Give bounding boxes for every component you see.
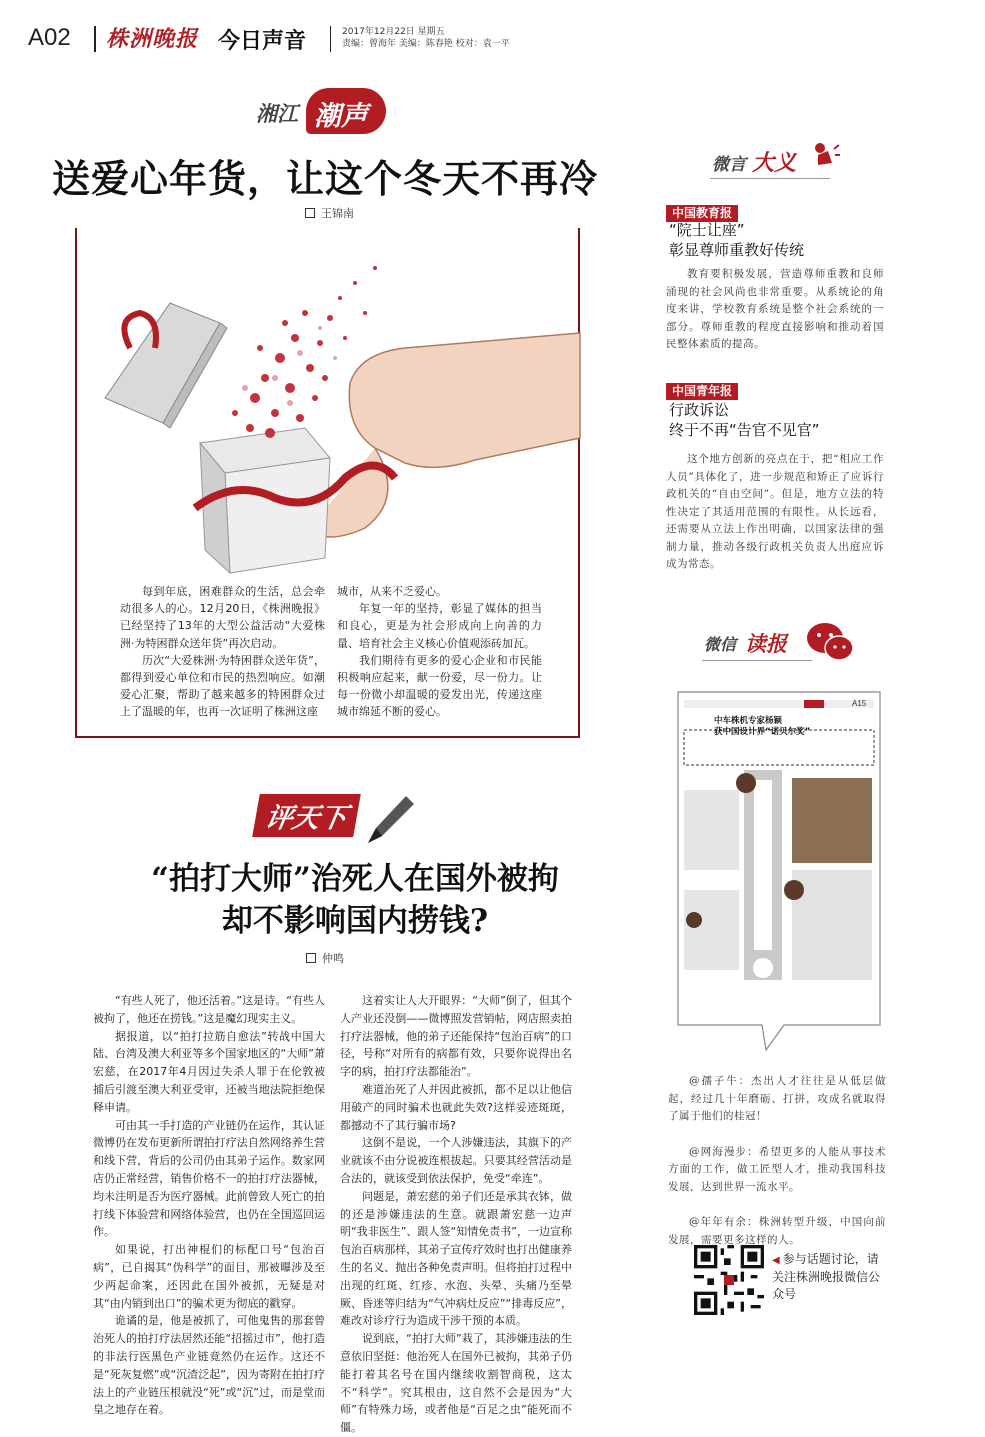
paragraph: 教育要积极发展，营造尊师重教和良师涌现的社会风尚也非常重要。从系统论的角度来讲，学校教育系统是整个社会系统的一部分。尊师重教的程度直接影响和推动着国民整体素质的提高。 [666, 268, 884, 350]
megaphone-icon [810, 141, 840, 175]
pencil-icon [358, 788, 418, 848]
byline-box-icon [305, 208, 315, 218]
column-tag-left: 湘江 [256, 102, 298, 126]
paragraph: 据报道，以“拍打拉筋自愈法”转战中国大陆、台湾及澳大利亚等多个国家地区的“大师”萧宏慈，在2017年4月因过失杀人罪于在伦敦被捕后引渡至澳大利亚受审，还被当地法院拒绝保释申请。 [93, 1029, 325, 1114]
wechat-icon [805, 620, 855, 664]
qr-caption-text: 参与话题讨论，请关注株洲晚报微信公众号 [772, 1252, 881, 1301]
gift-illustration [75, 228, 580, 738]
wechat-page-card [674, 690, 884, 1055]
paragraph: 年复一年的坚持，彰显了媒体的担当和良心，更是为社会形成向上向善的力量、培育社会主义核心价值观添砖加瓦。 [337, 602, 542, 650]
paragraph: 每到年底，困难群众的生活，总会牵动很多人的心。12月20日，《株洲晚报》已经坚持了13年的大型公益活动“大爱株洲·为特困群众送年货”再次启动。 [120, 585, 325, 650]
masthead [28, 22, 963, 60]
gift-box-hearts-image [75, 228, 580, 573]
arrow-left-icon: ◀ [772, 1255, 780, 1266]
headline-line-2: 却不影响国内捞钱? [221, 903, 489, 939]
card-frame [674, 690, 884, 1055]
paragraph: 这倒不是说，一个人涉嫌违法，其旗下的产业就该不由分说被连根拔起。只要其经营活动是合法的，就该受到依法保护，免受“牵连”。 [340, 1136, 572, 1185]
headline-line-1: “拍打大师”治死人在国外被拘 [151, 861, 559, 897]
rail-item2-body [666, 451, 884, 574]
source-badge: 中国青年报 [666, 383, 738, 400]
article2-column-2 [340, 992, 572, 1437]
rail-tag-right: 大义 [752, 151, 797, 176]
reader-comments [668, 1073, 886, 1267]
article2-byline [306, 950, 344, 966]
rail-item2-title [669, 400, 820, 440]
qr-caption [772, 1251, 884, 1303]
title-line-1: “院士让座” [669, 221, 745, 239]
card-headline-line-1: 中车株机专家杨颖 [714, 716, 783, 726]
article2-column-1 [93, 992, 325, 1419]
paragraph: 难道治死了人并因此被抓，都不足以让他信用破产的同时骗术也就此失效?这样妥迹斑斑，都撼动不了其行骗市场? [340, 1082, 572, 1132]
rail-tag-left: 微言 [712, 155, 746, 175]
paragraph: 这着实让人大开眼界：“大师”倒了，但其个人产业还没倒——微博照发营销帖，网店照卖拍打疗法器械，他的弟子还能保持“包治百病”的口径，号称“对所有的病都有效，只要你说得出名字的病，拍打疗法都能治”。 [340, 994, 572, 1079]
byline-box-icon [306, 953, 316, 963]
source-badge: 中国教育报 [666, 205, 738, 222]
rail-item1-body [666, 266, 884, 354]
comment: @孺子牛：杰出人才往往是从低层做起，经过几十年磨砺、打拼，攻成名就取得了属于他们的桂冠！ [668, 1075, 886, 1122]
article1-byline [305, 205, 354, 221]
rail-tag-right: 读报 [745, 632, 787, 656]
date-line: 2017年12月22日 星期五 [342, 27, 445, 37]
card-page-label: A15 [852, 699, 867, 708]
title-line-2: 彰显尊师重教好传统 [669, 241, 805, 259]
paragraph: 城市，从来不乏爱心。 [337, 585, 447, 598]
tag-underline [702, 660, 812, 661]
paragraph: 我们期待有更多的爱心企业和市民能积极响应起来，献一份爱，尽一份力。让每一份微小却温暖的爱发出光，传递这座城市绵延不断的爱心。 [337, 653, 542, 719]
divider [330, 26, 331, 52]
paragraph: 历次“大爱株洲·为特困群众送年货”，都得到爱心单位和市民的热烈响应。如潮爱心汇聚，帮助了越来越多的特困群众过上了温暖的年，也再一次证明了株洲这座 [120, 653, 325, 719]
paragraph: 说到底，“拍打大师”栽了，其涉嫌违法的生意依旧坚挺：他治死人在国外已被拘，其弟子仍能打着其名号在国内继续收割智商税，这太不“科学”。究其根由，这自然不会是因为“大师”有特殊力场，或者他是“百足之虫”能死而不僵。 [340, 1332, 572, 1435]
comment: @年年有余：株洲转型升级，中国向前发展，需要更多这样的人。 [668, 1216, 886, 1246]
divider [94, 26, 96, 52]
card-headline-line-2: 获中国设计界“诺贝尔奖” [714, 727, 811, 737]
column-tag-label: 评天下 [252, 794, 361, 837]
paragraph: 可由其一手打造的产业链仍在运作，其认证微博仍在发布更新所谓拍打疗法自然网络养生营和线下营，背后的公司仍由其弟子运作。数家网店仍正常经营，销售价格不一的拍打疗法器械，均未注明是否为医疗器械。此前曾致人死亡的拍打线下体验营和网络体验营，也仍在全国巡回运作。 [93, 1118, 325, 1239]
qr-code-icon[interactable] [694, 1245, 764, 1315]
page-number: A02 [28, 24, 71, 51]
title-line-1: 行政诉讼 [669, 401, 730, 419]
article1-headline: 送爱心年货，让这个冬天不再冷 [51, 156, 598, 201]
rail-tag-left: 微信 [704, 635, 737, 654]
paragraph: 问题是，萧宏慈的弟子们还是承其衣钵，做的还是涉嫌违法的生意。就跟萧宏慈一边声明“我非医生”、跟人签“知情免责书”，一边宣称包治百病那样，其弟子宣传疗效时也打出健康养生的名义、抛出各种免责声明。但将拍打过程中出现的红斑、红疹、水泡、头晕、头痛乃至晕厥、昏迷等归结为“气冲病灶反应”“排毒反应”，难改对诊疗行为造成干涉干预的本质。 [340, 1189, 572, 1328]
paragraph: 如果说，打出神棍们的标配口号“包治百病”，已自揭其“伪科学”的面目，那被曝涉及至少两起命案，还因此在国外被抓，无疑是对其“由内销到出口”的骗术更为彻底的戳穿。 [93, 1243, 325, 1310]
paragraph: “有些人死了，他还活着。”这是诗。“有些人被拘了，他还在捞钱。”这是魔幻现实主义。 [93, 994, 325, 1025]
comment: @网海漫步：希望更多的人能从事技术方面的工作，做工匠型人才，推动我国科技发展，达到世界一流水平。 [668, 1145, 886, 1193]
byline-author: 王锦南 [321, 207, 354, 220]
paper-name: 株洲晚报 [106, 26, 199, 52]
edition-meta [342, 26, 510, 50]
column-tag-xiangjiang [256, 88, 396, 146]
card-headline [714, 716, 874, 738]
article2-headline [60, 858, 650, 942]
byline-author: 仲鸣 [322, 952, 344, 965]
article1-column-2 [337, 583, 542, 721]
rail-item1-title [669, 220, 804, 260]
section-name: 今日声音 [218, 29, 307, 54]
article1-column-1 [120, 583, 325, 721]
column-tag-pingtianxia [250, 788, 410, 848]
title-line-2: 终于不再“告官不见官” [669, 421, 820, 439]
column-tag-right: 潮声 [314, 101, 368, 132]
tag-underline [710, 178, 830, 179]
staff-line: 责编：曾海年 美编：陈春艳 校对：袁一平 [342, 39, 510, 49]
paragraph: 这个地方创新的亮点在于，把“相应工作人员”具体化了，进一步规范和矫正了应诉行政机关的“自由空间”。但是，地方立法的特性决定了其适用范围的有限性。从长远看，还需要从立法上作出明确，以国家法律的强制力量，推动各级行政机关负责人出庭应诉成为常态。 [666, 453, 884, 570]
paragraph: 诡谲的是，他是被抓了，可他鬼售的那套曾治死人的拍打疗法居然还能“招摇过市”，他打造的非法行医黑色产业链竟然仍在运作。这还不是“死灰复燃”或“沉渣泛起”，因为寄附在拍打疗法上的产业链压根就没“死”或“沉”过，而是堂而皇之地存在着。 [93, 1314, 325, 1417]
